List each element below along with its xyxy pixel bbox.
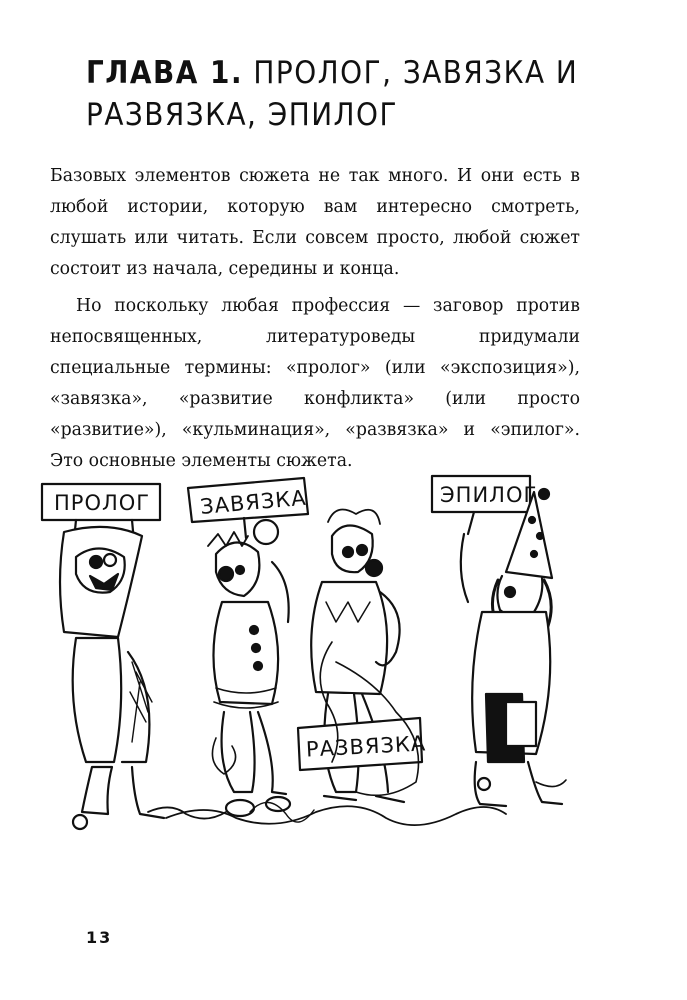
sign-razvyazka: РАЗВЯЗКА <box>305 731 427 762</box>
paragraph-1: Базовых элементов сюжета не так много. И они есть в любой истории, которую вам интересно смотреть, слушать или читать. Если совсем просто, любой сюжет состоит из начала, середины и конца. <box>50 166 580 279</box>
chapter-title-text: ПРОЛОГ, ЗАВЯЗКА И РАЗВЯЗКА, ЭПИЛОГ <box>86 55 579 133</box>
sign-prolog: ПРОЛОГ <box>54 491 151 515</box>
chapter-title <box>86 52 646 136</box>
epilog-figure <box>432 476 566 806</box>
body-text <box>50 161 580 477</box>
sign-zavyazka: ЗАВЯЗКА <box>199 485 308 519</box>
prolog-figure <box>42 484 226 829</box>
sign-epilog: ЭПИЛОГ <box>440 483 538 507</box>
page-number: 13 <box>86 928 113 947</box>
zavyazka-figure <box>188 478 308 816</box>
chapter-number: ГЛАВА 1. <box>86 55 244 91</box>
paragraph-2: Но поскольку любая профессия — заговор против непосвященных, литературоведы придумали специальные термины: «пролог» (или «экспозиция»), «завязка», «развитие конфликта» (или просто «развитие»), «кульминация», «развязка» и «эпилог». Это основные элементы сюжета. <box>50 296 580 471</box>
story-elements-illustration <box>36 462 576 847</box>
